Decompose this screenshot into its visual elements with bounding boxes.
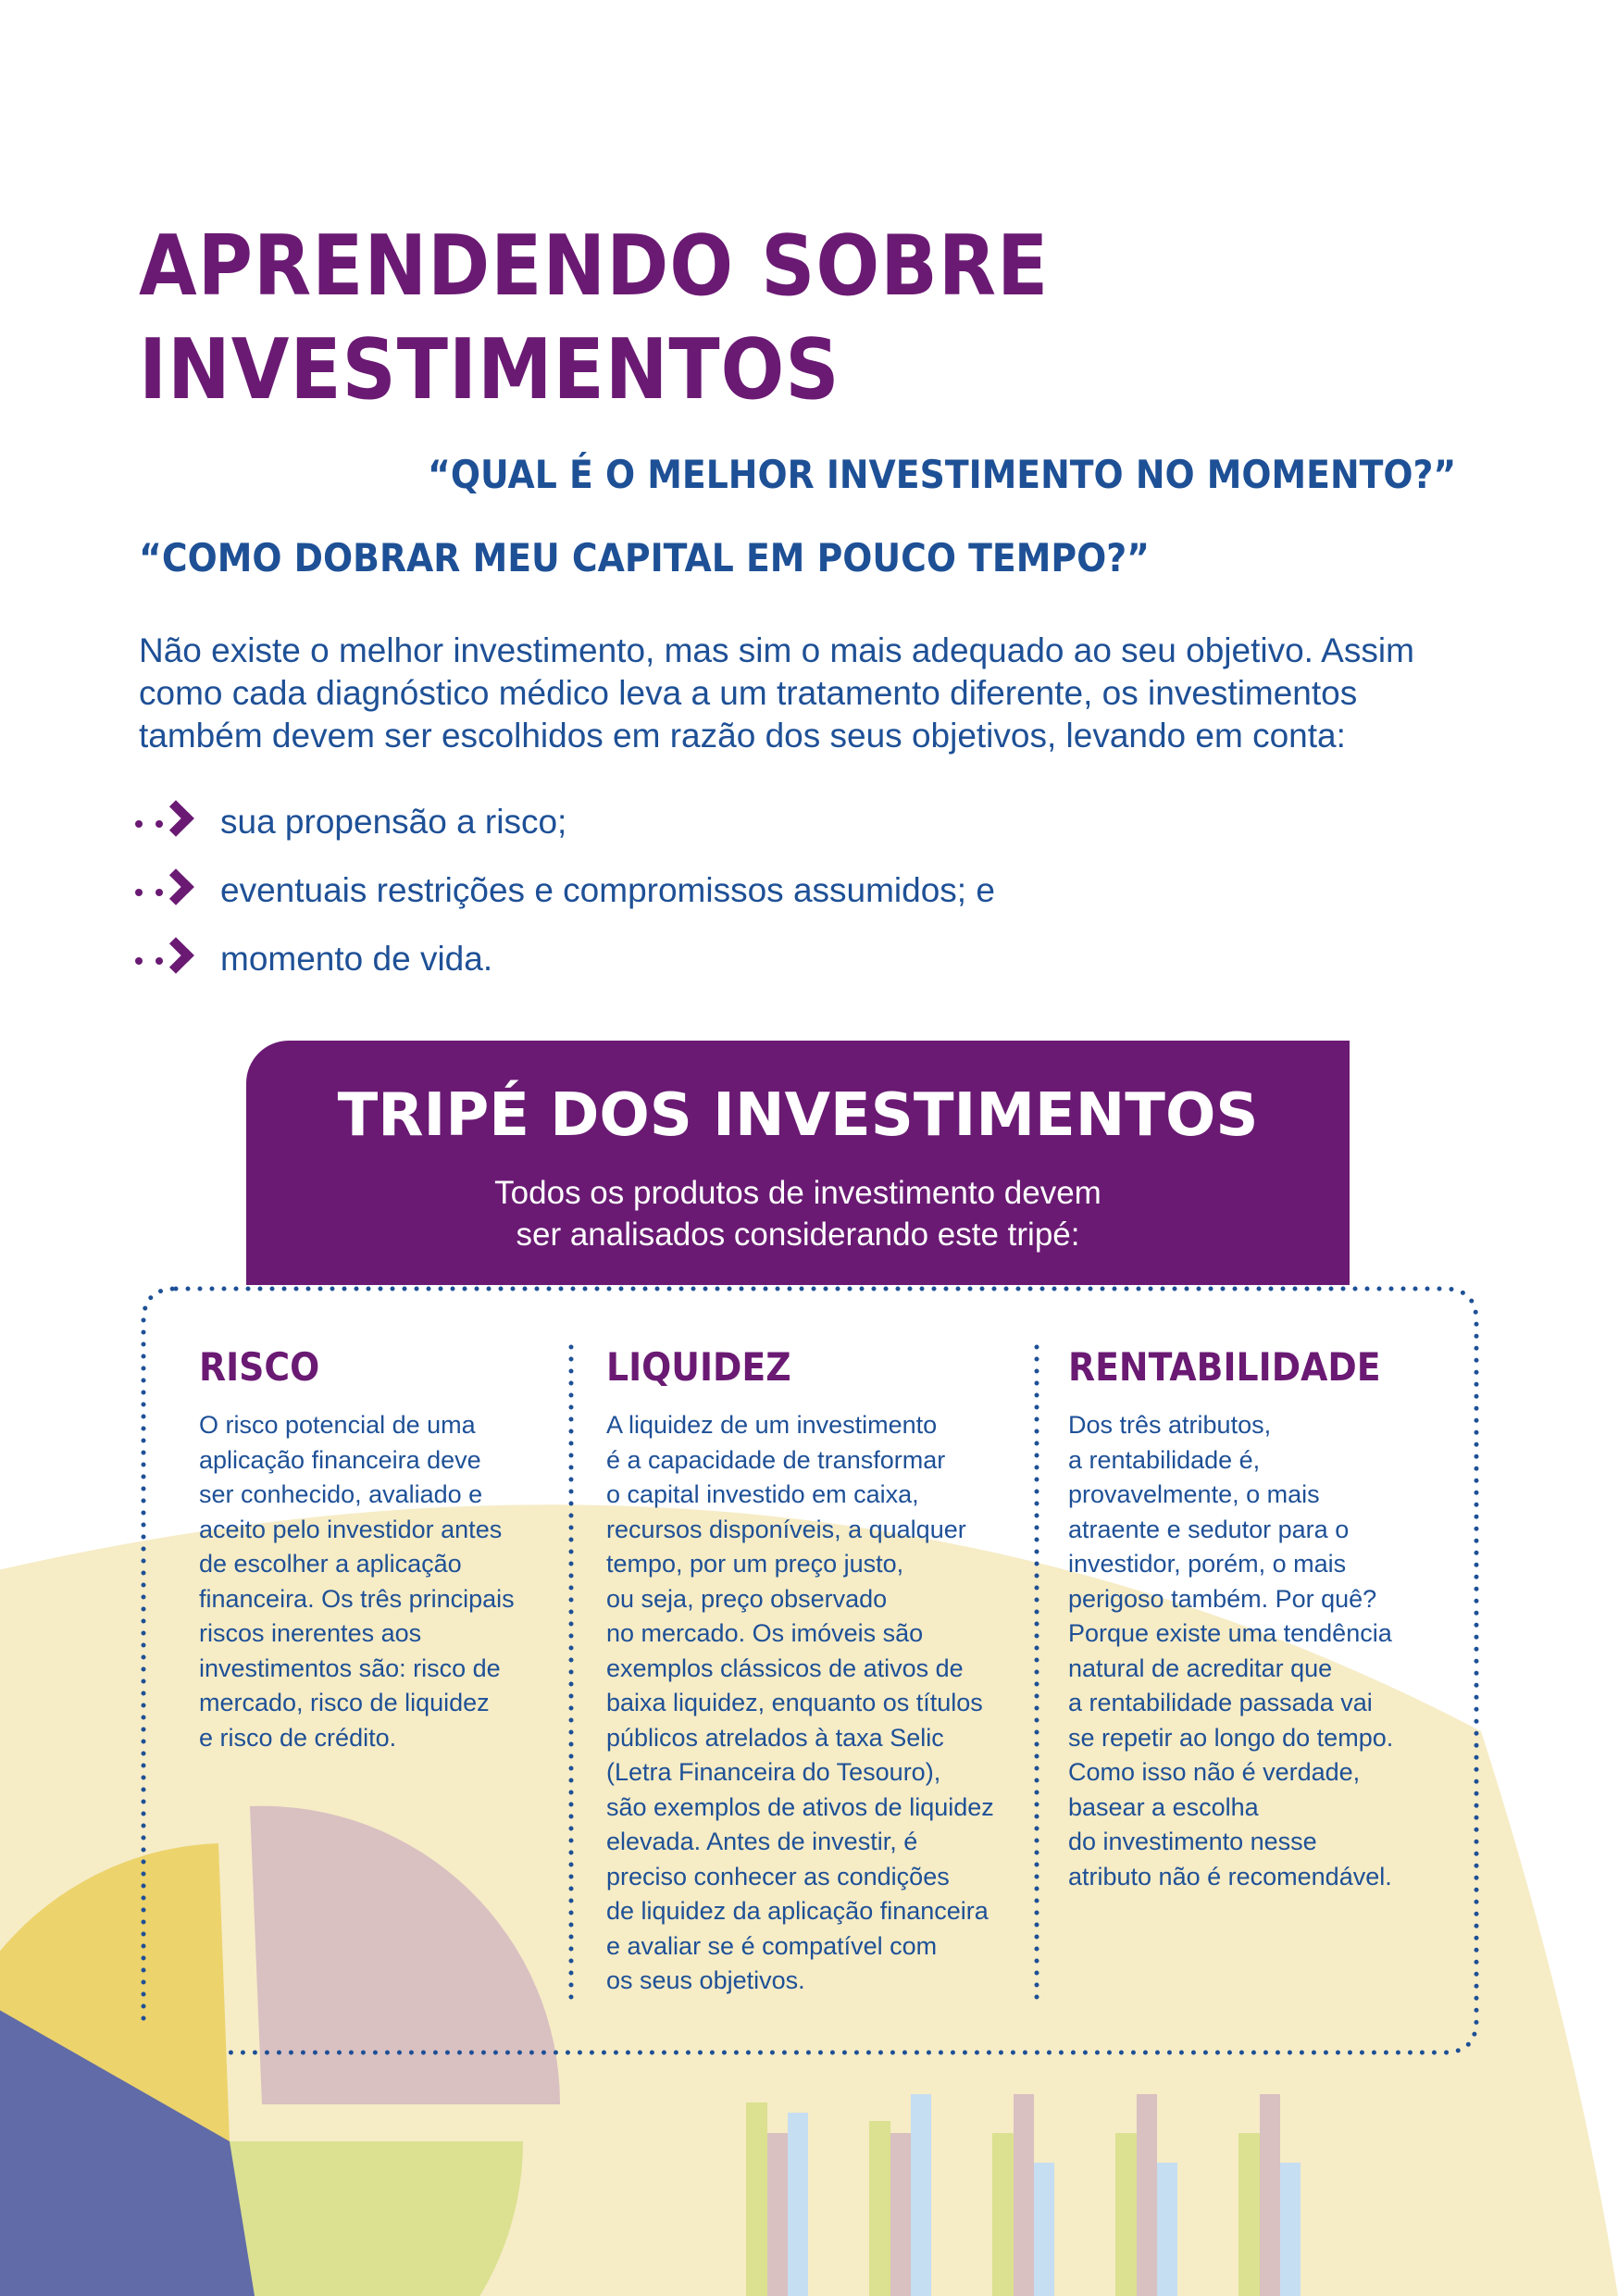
- bar: [788, 2113, 808, 2296]
- bullet-text: sua propensão a risco;: [220, 803, 567, 841]
- bar: [1238, 2133, 1260, 2296]
- bar: [1034, 2163, 1054, 2296]
- column-title: RENTABILIDADE: [1068, 1344, 1381, 1390]
- bar: [1280, 2163, 1301, 2296]
- column-text: O risco potencial de uma aplicação financeira deve ser conhecido, avaliado e aceito pelo investidor antes de escolher a aplicação financeira. Os três principais riscos inerentes aos investimentos são: risco de mercado, risco de liquidez e risco de crédito.: [199, 1411, 515, 1752]
- column-text: Dos três atributos, a rentabilidade é, provavelmente, o mais atraente e sedutor para o investidor, porém, o mais perigoso também. Por quê? Porque existe uma tendência natural de acreditar que a rentabilidade passada vai se repetir ao longo do tempo. Como isso não é verdade, basear a escolha do investimento nesse atributo não é recomendável.: [1068, 1411, 1394, 1890]
- page-title: APRENDENDO SOBRE INVESTIMENTOS: [139, 218, 1050, 418]
- bar: [1137, 2094, 1157, 2296]
- bar: [1115, 2133, 1137, 2296]
- bar: [911, 2094, 931, 2296]
- pie-slice-lime: [230, 2141, 523, 2296]
- column-risco: [199, 1344, 515, 1755]
- bar: [869, 2121, 890, 2296]
- bullet-text: eventuais restrições e compromissos assumidos; e: [220, 871, 995, 909]
- question-best-investment: “QUAL É O MELHOR INVESTIMENTO NO MOMENTO?”: [428, 452, 1457, 497]
- bar: [1157, 2163, 1177, 2296]
- banner-subtitle: Todos os produtos de investimento devem ser analisados considerando este tripé:: [494, 1175, 1101, 1253]
- column-title: LIQUIDEZ: [606, 1344, 791, 1390]
- bar: [746, 2103, 767, 2296]
- bar: [1014, 2094, 1034, 2296]
- bar: [767, 2133, 788, 2296]
- bullet-text: momento de vida.: [220, 940, 493, 978]
- bar: [890, 2133, 911, 2296]
- banner-title: TRIPÉ DOS INVESTIMENTOS: [337, 1081, 1259, 1150]
- bar: [1260, 2094, 1280, 2296]
- intro-paragraph: Não existe o melhor investimento, mas sim o mais adequado ao seu objetivo. Assim como cada diagnóstico médico leva a um tratamento diferente, os investimentos também devem ser escolhidos em razão dos seus objetivos, levando em conta:: [139, 631, 1414, 755]
- column-rentabilidade: [1068, 1344, 1415, 1894]
- column-title: RISCO: [199, 1344, 320, 1390]
- column-text: A liquidez de um investimento é a capacidade de transformar o capital investido em caixa, recursos disponíveis, a qualquer tempo, por um preço justo, ou seja, preço observado no mercado. Os imóveis são exemplos clássicos de ativos de baixa liquidez, enquanto os títulos públicos atrelados à taxa Selic (Letra Financeira do Tesouro), são exemplos de ativos de liquidez elevada. Antes de investir, é preciso conhecer as condições de liquidez da aplicação financeira e avaliar se é compatível com os seus objetivos.: [606, 1411, 994, 1994]
- column-liquidez: [606, 1344, 994, 1999]
- question-double-capital: “COMO DOBRAR MEU CAPITAL EM POUCO TEMPO?”: [139, 535, 1150, 580]
- tripe-banner: [246, 1041, 1350, 1285]
- bar: [992, 2133, 1014, 2296]
